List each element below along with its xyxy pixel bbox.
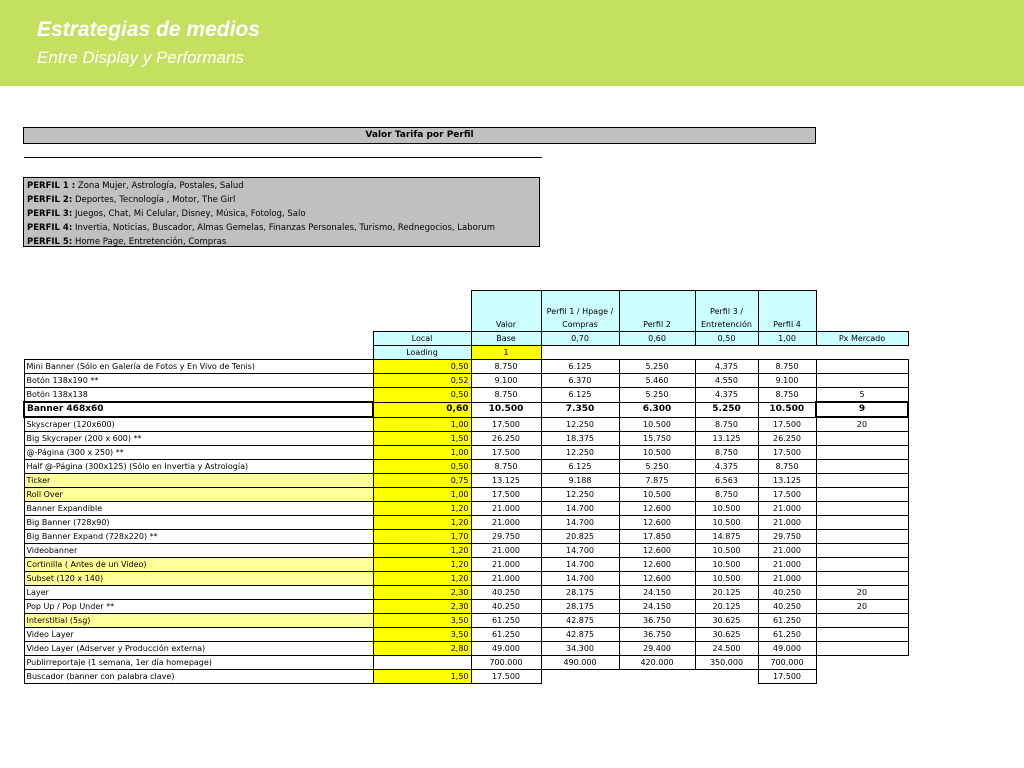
perfil-cell-p3: 10.500 [695,558,758,572]
perfil-cell-p3: 4.375 [695,360,758,374]
format-name: Big Banner (728x90) [24,516,373,530]
px-mercado-cell [816,656,908,670]
perfil-cell-p2: 12.600 [619,544,695,558]
perfil-cell-p2: 36.750 [619,628,695,642]
px-mercado-cell [816,670,908,684]
px-mercado-cell [816,642,908,656]
perfil-cell-p2: 15.750 [619,432,695,446]
perfil-cell-p4: 40.250 [758,600,816,614]
perfil-cell-p3: 4.550 [695,374,758,388]
perfil-cell-p2: 5.250 [619,388,695,403]
slide-subtitle: Entre Display y Performans [37,48,244,67]
px-mercado-cell [816,516,908,530]
valor-cell: 21.000 [471,502,541,516]
px-mercado-cell: 20 [816,417,908,432]
perfil-cell-p4: 17.500 [758,670,816,684]
table-row [24,516,908,530]
perfil-row [27,207,536,221]
table-row [24,586,908,600]
perfil-cell-p4: 26.250 [758,432,816,446]
perfil-cell-p4: 29.750 [758,530,816,544]
perfil-cell-p4: 21.000 [758,502,816,516]
table-row [24,642,908,656]
valor-cell: 13.125 [471,474,541,488]
format-name: Botón 138x190 ** [24,374,373,388]
perfil-cell-p2: 5.250 [619,360,695,374]
perfil-cell-p2: 29.400 [619,642,695,656]
perfil-cell-p3: 10.500 [695,502,758,516]
perfil-cell-p2: 6.300 [619,402,695,417]
header-perfil-4: Perfil 4 [758,291,816,332]
loading-factor: 1,50 [373,670,471,684]
valor-cell: 21.000 [471,516,541,530]
px-mercado-cell [816,614,908,628]
perfil-cell-p1: 42.875 [541,614,619,628]
base-label: Base [471,332,541,346]
loading-factor: 1,20 [373,502,471,516]
valor-cell: 21.000 [471,544,541,558]
perfil-cell-p1: 34.300 [541,642,619,656]
perfil-cell-p3: 20.125 [695,586,758,600]
perfil-cell-p3: 8.750 [695,446,758,460]
format-name: Layer [24,586,373,600]
loading-row [24,346,908,360]
perfil-cell-p3: 20.125 [695,600,758,614]
px-mercado-cell [816,558,908,572]
valor-cell: 700.000 [471,656,541,670]
loading-factor: 3,50 [373,628,471,642]
table-row [24,432,908,446]
loading-factor: 3,50 [373,614,471,628]
perfil-cell-p2 [619,670,695,684]
loading-factor: 1,20 [373,558,471,572]
loading-factor: 2,30 [373,586,471,600]
loading-factor: 1,20 [373,572,471,586]
perfil-cell-p4: 21.000 [758,544,816,558]
perfil-cell-p2: 7.875 [619,474,695,488]
perfil-cell-p1: 28.175 [541,586,619,600]
table-row [24,474,908,488]
perfil-cell-p2: 10.500 [619,488,695,502]
valor-cell: 61.250 [471,614,541,628]
px-mercado-cell [816,488,908,502]
table-row [24,656,908,670]
perfil-cell-p4: 21.000 [758,516,816,530]
px-mercado-cell [816,432,908,446]
perfil-cell-p4: 61.250 [758,628,816,642]
loading-factor: 0,52 [373,374,471,388]
format-name: Interstitial (5sg) [24,614,373,628]
valor-cell: 9.100 [471,374,541,388]
table-row [24,628,908,642]
table-row [24,530,908,544]
valor-cell: 8.750 [471,360,541,374]
perfil-cell-p1: 6.125 [541,460,619,474]
perfil-cell-p1: 20.825 [541,530,619,544]
perfil-cell-p2: 420.000 [619,656,695,670]
table-row [24,614,908,628]
perfil-cell-p3: 10.500 [695,544,758,558]
slide-header [0,0,1024,86]
perfil-cell-p3: 350.000 [695,656,758,670]
base-value: 1 [471,346,541,360]
perfil-cell-p2: 36.750 [619,614,695,628]
perfil-cell-p3: 30.625 [695,614,758,628]
perfil-cell-p3: 10.500 [695,572,758,586]
loading-factor: 1,50 [373,432,471,446]
perfil-cell-p2: 24.150 [619,586,695,600]
perfil-cell-p1: 28.175 [541,600,619,614]
perfil-cell-p2: 24.150 [619,600,695,614]
table-row [24,402,908,417]
valor-cell: 8.750 [471,460,541,474]
loading-factor: 0,75 [373,474,471,488]
format-name: Roll Over [24,488,373,502]
factor-perfil-1: 0,70 [541,332,619,346]
perfil-label: PERFIL 2: [27,195,73,205]
valor-cell: 21.000 [471,572,541,586]
valor-cell: 21.000 [471,558,541,572]
perfil-cell-p4: 700.000 [758,656,816,670]
valor-cell: 29.750 [471,530,541,544]
table-row [24,572,908,586]
loading-factor [373,656,471,670]
format-name: Ticker [24,474,373,488]
perfil-cell-p4: 8.750 [758,460,816,474]
format-name: Big Skycraper (200 x 600) ** [24,432,373,446]
perfil-row [27,221,536,235]
table-row [24,488,908,502]
header-valor: Valor [471,291,541,332]
px-mercado-cell [816,446,908,460]
perfil-cell-p1: 18.375 [541,432,619,446]
factor-perfil-2: 0,60 [619,332,695,346]
valor-cell: 10.500 [471,402,541,417]
table-row [24,502,908,516]
perfil-cell-p1: 42.875 [541,628,619,642]
perfil-label: PERFIL 1 : [27,181,76,191]
perfil-cell-p4: 61.250 [758,614,816,628]
perfil-cell-p3: 13.125 [695,432,758,446]
perfil-cell-p1: 7.350 [541,402,619,417]
loading-factor: 0,60 [373,402,471,417]
perfil-cell-p3: 5.250 [695,402,758,417]
format-name: @-Página (300 x 250) ** [24,446,373,460]
format-name: Banner 468x60 [24,402,373,417]
perfil-cell-p4: 49.000 [758,642,816,656]
perfil-cell-p4: 17.500 [758,446,816,460]
perfil-row [27,179,536,193]
perfil-cell-p2: 12.600 [619,502,695,516]
divider-line [24,157,542,158]
perfil-cell-p1 [541,670,619,684]
perfil-cell-p4: 21.000 [758,558,816,572]
perfil-cell-p3 [695,670,758,684]
perfil-cell-p2: 5.250 [619,460,695,474]
perfil-cell-p4: 8.750 [758,388,816,403]
valor-cell: 40.250 [471,586,541,600]
perfil-cell-p4: 40.250 [758,586,816,600]
perfil-row [27,235,536,249]
valor-cell: 17.500 [471,488,541,502]
table-header-row [24,291,908,332]
perfil-cell-p2: 5.460 [619,374,695,388]
loading-factor: 1,00 [373,488,471,502]
perfil-cell-p4: 17.500 [758,488,816,502]
format-name: Pop Up / Pop Under ** [24,600,373,614]
px-mercado-cell [816,474,908,488]
rates-table [23,290,909,684]
perfil-cell-p1: 6.125 [541,360,619,374]
format-name: Banner Expandible [24,502,373,516]
format-name: Botón 138x138 [24,388,373,403]
factor-perfil-3: 0,50 [695,332,758,346]
perfil-cell-p1: 12.250 [541,417,619,432]
perfil-cell-p4: 21.000 [758,572,816,586]
valor-cell: 17.500 [471,417,541,432]
perfiles-box [23,177,540,247]
loading-factor: 1,20 [373,544,471,558]
format-name: Skyscraper (120x600) [24,417,373,432]
loading-factor: 2,80 [373,642,471,656]
perfil-cell-p1: 14.700 [541,502,619,516]
perfil-cell-p4: 9.100 [758,374,816,388]
format-name: Subset (120 x 140) [24,572,373,586]
tarifa-title-bar: Valor Tarifa por Perfil [23,127,816,144]
loading-factor: 0,50 [373,360,471,374]
header-perfil-2: Perfil 2 [619,291,695,332]
perfil-cell-p2: 12.600 [619,558,695,572]
valor-cell: 8.750 [471,388,541,403]
perfil-text: Deportes, Tecnología , Motor, The Girl [74,195,236,205]
perfil-cell-p2: 12.600 [619,572,695,586]
format-name: Cortinilla ( Antes de un Video) [24,558,373,572]
header-perfil-1: Perfil 1 / Hpage / Compras [541,291,619,332]
perfil-cell-p3: 30.625 [695,628,758,642]
perfil-cell-p3: 6.563 [695,474,758,488]
format-name: Video Layer [24,628,373,642]
table-row [24,417,908,432]
perfil-cell-p3: 4.375 [695,388,758,403]
valor-cell: 40.250 [471,600,541,614]
table-row [24,558,908,572]
perfil-label: PERFIL 4: [27,223,73,233]
px-mercado-cell [816,572,908,586]
perfil-cell-p1: 490.000 [541,656,619,670]
px-mercado-cell [816,360,908,374]
perfil-cell-p4: 17.500 [758,417,816,432]
base-row [24,332,908,346]
perfil-cell-p1: 12.250 [541,446,619,460]
perfil-row [27,193,536,207]
table-row [24,460,908,474]
loading-factor: 1,00 [373,417,471,432]
valor-cell: 61.250 [471,628,541,642]
loading-factor: 1,00 [373,446,471,460]
perfil-cell-p1: 14.700 [541,544,619,558]
format-name: Half @-Página (300x125) (Sólo en Invertia y Astrología) [24,460,373,474]
px-mercado-cell: 9 [816,402,908,417]
px-mercado-cell [816,502,908,516]
table-row [24,600,908,614]
perfil-cell-p1: 14.700 [541,572,619,586]
format-name: Big Banner Expand (728x220) ** [24,530,373,544]
perfil-cell-p3: 8.750 [695,417,758,432]
perfil-cell-p2: 10.500 [619,446,695,460]
px-mercado-cell: 20 [816,586,908,600]
local-label: Local [373,332,471,346]
perfil-cell-p4: 8.750 [758,360,816,374]
px-mercado-cell [816,628,908,642]
perfil-cell-p2: 17.850 [619,530,695,544]
perfil-label: PERFIL 5: [27,237,73,247]
header-perfil-3: Perfil 3 / Entretención [695,291,758,332]
perfil-cell-p3: 24.500 [695,642,758,656]
valor-cell: 17.500 [471,670,541,684]
perfil-text: Zona Mujer, Astrología, Postales, Salud [77,181,244,191]
perfil-label: PERFIL 3: [27,209,73,219]
table-row [24,388,908,403]
px-mercado-cell [816,374,908,388]
perfil-text: Invertia, Noticias, Buscador, Almas Gemelas, Finanzas Personales, Turismo, Rednegocios, Laborum [74,223,495,233]
perfil-cell-p1: 6.370 [541,374,619,388]
px-mercado-cell [816,530,908,544]
loading-factor: 0,50 [373,460,471,474]
valor-cell: 17.500 [471,446,541,460]
perfil-cell-p3: 4.375 [695,460,758,474]
perfil-cell-p1: 6.125 [541,388,619,403]
perfil-text: Home Page, Entretención, Compras [74,237,227,247]
format-name: Videobanner [24,544,373,558]
perfil-cell-p3: 10.500 [695,516,758,530]
loading-label: Loading [373,346,471,360]
table-row [24,360,908,374]
loading-factor: 2,30 [373,600,471,614]
perfil-cell-p1: 14.700 [541,516,619,530]
perfil-cell-p1: 12.250 [541,488,619,502]
format-name: Publirreportaje (1 semana, 1er día homepage) [24,656,373,670]
format-name: Video Layer (Adserver y Producción externa) [24,642,373,656]
perfil-cell-p2: 12.600 [619,516,695,530]
valor-cell: 26.250 [471,432,541,446]
perfil-cell-p1: 9.188 [541,474,619,488]
loading-factor: 1,70 [373,530,471,544]
loading-factor: 0,50 [373,388,471,403]
px-mercado-cell [816,460,908,474]
valor-cell: 49.000 [471,642,541,656]
px-mercado-label: Px Mercado [816,332,908,346]
table-row [24,670,908,684]
format-name: Buscador (banner con palabra clave) [24,670,373,684]
perfil-cell-p3: 8.750 [695,488,758,502]
perfil-cell-p4: 10.500 [758,402,816,417]
slide-title: Estrategias de medios [37,18,260,41]
perfil-cell-p2: 10.500 [619,417,695,432]
px-mercado-cell: 20 [816,600,908,614]
table-row [24,446,908,460]
format-name: Mini Banner (Sólo en Galería de Fotos y En Vivo de Tenis) [24,360,373,374]
loading-factor: 1,20 [373,516,471,530]
factor-perfil-4: 1,00 [758,332,816,346]
table-row [24,544,908,558]
perfil-cell-p3: 14.875 [695,530,758,544]
perfil-cell-p1: 14.700 [541,558,619,572]
perfil-cell-p4: 13.125 [758,474,816,488]
px-mercado-cell [816,544,908,558]
perfil-text: Juegos, Chat, Mi Celular, Disney, Música, Fotolog, Salo [74,209,306,219]
table-row [24,374,908,388]
px-mercado-cell: 5 [816,388,908,403]
